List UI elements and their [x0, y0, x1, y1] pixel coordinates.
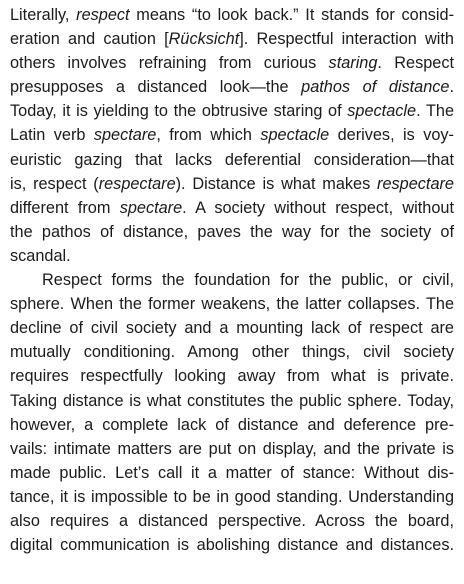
italic-term: spectacle [347, 102, 417, 121]
text-run: made public. Let’s call it a matter of stance: Without dis- [10, 463, 454, 482]
text-run: Respect forms the foundation for the public, or civil, [42, 271, 454, 290]
text-line [10, 316, 454, 340]
text-run: however, a complete lack of distance and deference pre- [10, 415, 454, 434]
text-line [10, 123, 454, 147]
text-line [10, 292, 454, 316]
italic-term: respectare [377, 174, 454, 193]
text-line [10, 3, 454, 27]
paragraph [10, 3, 454, 268]
text-line [10, 27, 454, 51]
text-line [10, 172, 454, 196]
text-run: means “to look back.” It stands for consid- [129, 6, 454, 24]
text-line [10, 364, 454, 388]
text-run: mutually conditioning. Among other things, civil society [10, 343, 454, 362]
text-run: also requires a distanced perspective. Across the board, [10, 511, 454, 530]
italic-term: respect [76, 6, 130, 24]
italic-term: Rücksicht [168, 30, 240, 49]
text-run: digital communication is abolishing distance and distances. [10, 536, 454, 555]
italic-term: spectare [119, 198, 183, 217]
paragraph [10, 268, 454, 557]
text-line [10, 51, 454, 75]
text-line [10, 268, 454, 292]
text-line [10, 220, 454, 244]
text-run: presupposes a distanced look—the [10, 78, 302, 97]
italic-term: spectare [93, 126, 157, 145]
text-line [10, 244, 454, 268]
text-line [10, 461, 454, 485]
text-run: others involves refraining from curious [10, 54, 329, 73]
text-run: euristic gazing that lacks deferential consideration—that [10, 150, 454, 169]
text-run: Literally, [10, 6, 77, 24]
text-run: sphere. When the former weakens, the latter collapses. The [10, 295, 454, 314]
text-run: Today, it is yielding to the obtrusive staring of [10, 102, 348, 121]
italic-term: staring [328, 54, 378, 73]
text-run: derives, is voy- [329, 126, 454, 145]
text-run: , from which [156, 126, 261, 145]
text-run: scandal. [10, 246, 71, 265]
text-run: decline of civil society and a mounting lack of respect are [10, 319, 454, 338]
text-line [10, 99, 454, 123]
text-run: ). Distance is what makes [175, 174, 378, 193]
text-line [10, 437, 454, 461]
text-line [10, 509, 454, 533]
italic-term: spectacle [260, 126, 330, 145]
text-run: Taking distance is what constitutes the public sphere. Today, [10, 391, 454, 410]
text-run: requires respectfully looking away from what is private. [10, 367, 454, 386]
text-run: eration and caution [ [10, 30, 169, 49]
text-run: . The [416, 102, 454, 121]
text-line [10, 485, 454, 509]
text-line [10, 75, 454, 99]
italic-term: pathos of distance [301, 78, 450, 97]
text-run: different from [10, 198, 120, 217]
text-run: . A society without respect, without [182, 198, 454, 217]
text-run: . [449, 78, 455, 97]
text-line [10, 196, 454, 220]
text-run: ]. Respectful interaction with [239, 30, 454, 49]
text-line [10, 340, 454, 364]
text-run: the pathos of distance, paves the way for the society of [10, 222, 454, 241]
text-line [10, 148, 454, 172]
text-line [10, 413, 454, 437]
document-page [10, 3, 454, 557]
text-line [10, 389, 454, 413]
text-run: is, respect ( [10, 174, 99, 193]
text-run: Latin verb [10, 126, 94, 145]
text-run: vails: intimate matters are put on display, and the private is [10, 439, 454, 458]
text-run: tance, it is impossible to be in good standing. Understanding [10, 487, 454, 506]
italic-term: respectare [98, 174, 176, 193]
text-run: . Respect [377, 54, 454, 73]
text-line [10, 533, 454, 557]
